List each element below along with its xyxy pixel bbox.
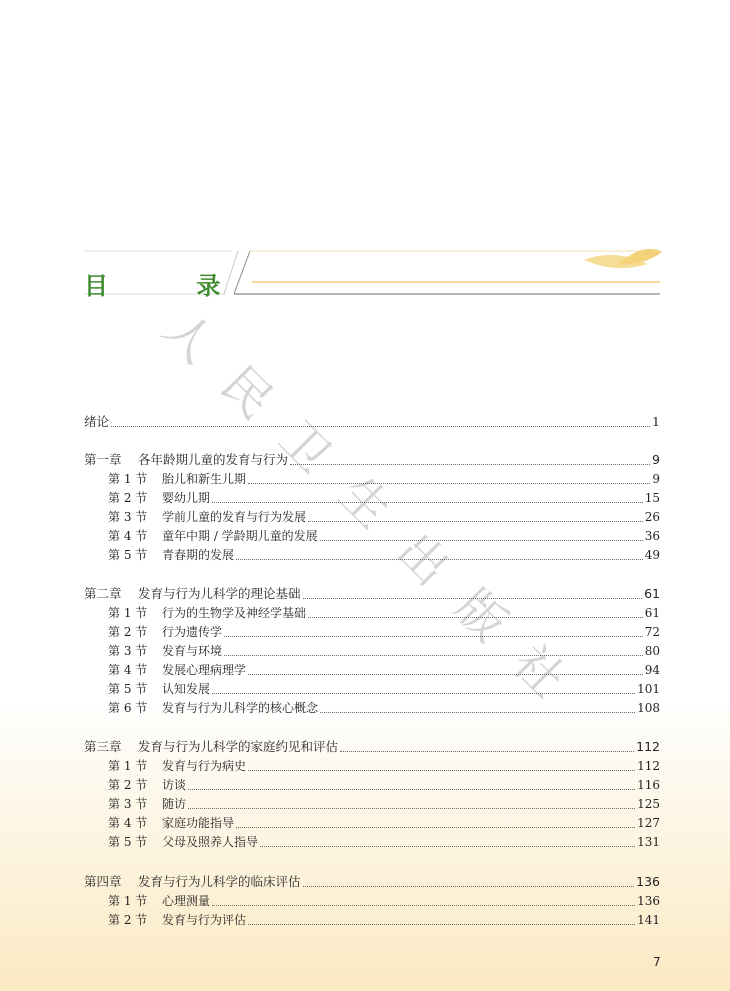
watermark-char: 生 — [328, 465, 402, 540]
toc-entry-chapter[interactable] — [84, 451, 660, 469]
toc-entry-number: 第二章 — [84, 586, 122, 601]
toc-entry-number: 第 4 节 — [108, 816, 148, 830]
toc-entry-page: 131 — [637, 835, 660, 849]
toc-entry-section[interactable] — [108, 661, 660, 679]
toc-entry-title: 访谈 — [162, 778, 187, 792]
toc-entry-section[interactable] — [108, 508, 660, 526]
toc-entry-number: 第四章 — [84, 874, 122, 889]
toc-entry-page: 94 — [644, 663, 660, 677]
toc-entry-title: 学前儿童的发育与行为发展 — [162, 510, 307, 524]
leader-dots — [303, 598, 643, 599]
leader-dots — [188, 789, 635, 790]
leader-dots — [212, 905, 635, 906]
toc-entry-title: 发育与行为病史 — [162, 759, 247, 773]
toc-entry-page: 61 — [644, 586, 660, 601]
toc-entry-title: 青春期的发展 — [162, 548, 235, 562]
leader-dots — [308, 521, 643, 522]
leader-dots — [212, 693, 635, 694]
leader-dots — [236, 827, 635, 828]
toc-entry-page: 80 — [644, 644, 660, 658]
toc-entry-number: 第 1 节 — [108, 759, 148, 773]
watermark-char: 版 — [444, 578, 518, 653]
toc-entry-number: 第 2 节 — [108, 625, 148, 639]
toc-entry-title: 心理测量 — [162, 894, 211, 908]
toc-entry-title: 发育与环境 — [162, 644, 223, 658]
leader-dots — [248, 483, 650, 484]
toc-entry-number: 第一章 — [84, 452, 122, 467]
toc-entry-chapter[interactable] — [84, 585, 660, 603]
toc-entry-page: 9 — [652, 452, 660, 467]
toc-entry-number: 第 4 节 — [108, 529, 148, 543]
toc-entry-page: 112 — [637, 759, 660, 773]
toc-entry-page: 1 — [652, 414, 660, 429]
toc-entry-page: 26 — [644, 510, 660, 524]
leader-dots — [308, 617, 643, 618]
toc-entry-number: 第 1 节 — [108, 606, 148, 620]
toc-entry-section[interactable] — [108, 546, 660, 564]
leader-dots — [248, 924, 635, 925]
toc-entry-title: 发育与行为儿科学的理论基础 — [138, 586, 301, 601]
toc-entry-page: 49 — [644, 548, 660, 562]
toc-entry-page: 9 — [652, 472, 660, 486]
toc-entry-section[interactable] — [108, 642, 660, 660]
toc-entry-page: 72 — [644, 625, 660, 639]
toc-entry-section[interactable] — [108, 911, 660, 929]
toc-entry-page: 15 — [644, 491, 660, 505]
toc-entry-title: 发育与行为评估 — [162, 913, 247, 927]
toc-entry-title: 随访 — [162, 797, 187, 811]
toc-entry-page: 141 — [637, 913, 660, 927]
leader-dots — [224, 655, 643, 656]
leader-dots — [290, 464, 650, 465]
toc-entry-page: 136 — [636, 874, 660, 889]
toc-entry-intro[interactable] — [84, 413, 660, 431]
watermark-char: 社 — [502, 634, 576, 709]
toc-entry-title: 家庭功能指导 — [162, 816, 235, 830]
toc-entry-chapter[interactable] — [84, 873, 660, 891]
watermark-char: 出 — [386, 522, 460, 597]
toc-entry-number: 第 3 节 — [108, 510, 148, 524]
toc-entry-number: 第 3 节 — [108, 644, 148, 658]
leader-dots — [224, 636, 643, 637]
page-title: 目 录 — [84, 272, 261, 300]
toc-entry-page: 125 — [637, 797, 660, 811]
toc-entry-title: 胎儿和新生儿期 — [162, 472, 247, 486]
toc-entry-number: 第 6 节 — [108, 701, 148, 715]
toc-entry-section[interactable] — [108, 892, 660, 910]
toc-entry-page: 108 — [637, 701, 660, 715]
toc-entry-number: 第 5 节 — [108, 548, 148, 562]
toc-entry-section[interactable] — [108, 795, 660, 813]
leader-dots — [320, 540, 643, 541]
toc-entry-number: 第三章 — [84, 739, 122, 754]
toc-entry-title: 婴幼儿期 — [162, 491, 211, 505]
toc-entry-section[interactable] — [108, 814, 660, 832]
toc-entry-page: 136 — [637, 894, 660, 908]
toc-entry-section[interactable] — [108, 833, 660, 851]
toc-entry-number: 第 5 节 — [108, 835, 148, 849]
toc-entry-number: 第 2 节 — [108, 778, 148, 792]
toc-entry-section[interactable] — [108, 604, 660, 622]
toc-entry-title: 发育与行为儿科学的核心概念 — [162, 701, 319, 715]
toc-entry-section[interactable] — [108, 623, 660, 641]
watermark-char: 民 — [210, 355, 284, 430]
toc-entry-number: 第 2 节 — [108, 491, 148, 505]
toc-entry-title: 行为遗传学 — [162, 625, 223, 639]
toc-entry-section[interactable] — [108, 527, 660, 545]
toc-entry-page: 61 — [644, 606, 660, 620]
toc-entry-title: 童年中期 / 学龄期儿童的发展 — [162, 529, 318, 543]
toc-entry-page: 36 — [644, 529, 660, 543]
toc-entry-page: 116 — [637, 778, 660, 792]
toc-entry-number: 第 2 节 — [108, 913, 148, 927]
toc-entry-number: 第 5 节 — [108, 682, 148, 696]
toc-entry-section[interactable] — [108, 699, 660, 717]
toc-entry-page: 101 — [637, 682, 660, 696]
toc-entry-number: 第 1 节 — [108, 472, 148, 486]
leader-dots — [236, 559, 643, 560]
toc-entry-title: 认知发展 — [162, 682, 211, 696]
toc-entry-section[interactable] — [108, 489, 660, 507]
leader-dots — [188, 808, 635, 809]
toc-entry-title: 绪论 — [84, 414, 110, 429]
leader-dots — [260, 846, 635, 847]
leader-dots — [320, 712, 635, 713]
leader-dots — [303, 886, 635, 887]
toc-entry-title: 发展心理病理学 — [162, 663, 247, 677]
toc-entry-title: 父母及照养人指导 — [162, 835, 259, 849]
leader-dots — [340, 751, 634, 752]
toc-entry-title: 发育与行为儿科学的临床评估 — [138, 874, 301, 889]
page-number: 7 — [653, 955, 661, 969]
leader-dots — [248, 674, 643, 675]
toc-entry-number: 第 4 节 — [108, 663, 148, 677]
toc-entry-section[interactable] — [108, 680, 660, 698]
watermark-char: 卫 — [268, 410, 342, 485]
toc-entry-section[interactable] — [108, 776, 660, 794]
leader-dots — [111, 426, 650, 427]
toc-entry-title: 发育与行为儿科学的家庭约见和评估 — [138, 739, 339, 754]
toc-entry-number: 第 1 节 — [108, 894, 148, 908]
toc-entry-title: 行为的生物学及神经学基础 — [162, 606, 307, 620]
toc-entry-number: 第 3 节 — [108, 797, 148, 811]
toc-entry-page: 127 — [637, 816, 660, 830]
leader-dots — [248, 770, 635, 771]
leader-dots — [212, 502, 643, 503]
watermark-char: 人 — [152, 300, 226, 375]
toc-entry-section[interactable] — [108, 470, 660, 488]
toc-entry-chapter[interactable] — [84, 738, 660, 756]
toc-entry-section[interactable] — [108, 757, 660, 775]
toc-entry-title: 各年龄期儿童的发育与行为 — [138, 452, 289, 467]
toc-entry-page: 112 — [636, 739, 660, 754]
